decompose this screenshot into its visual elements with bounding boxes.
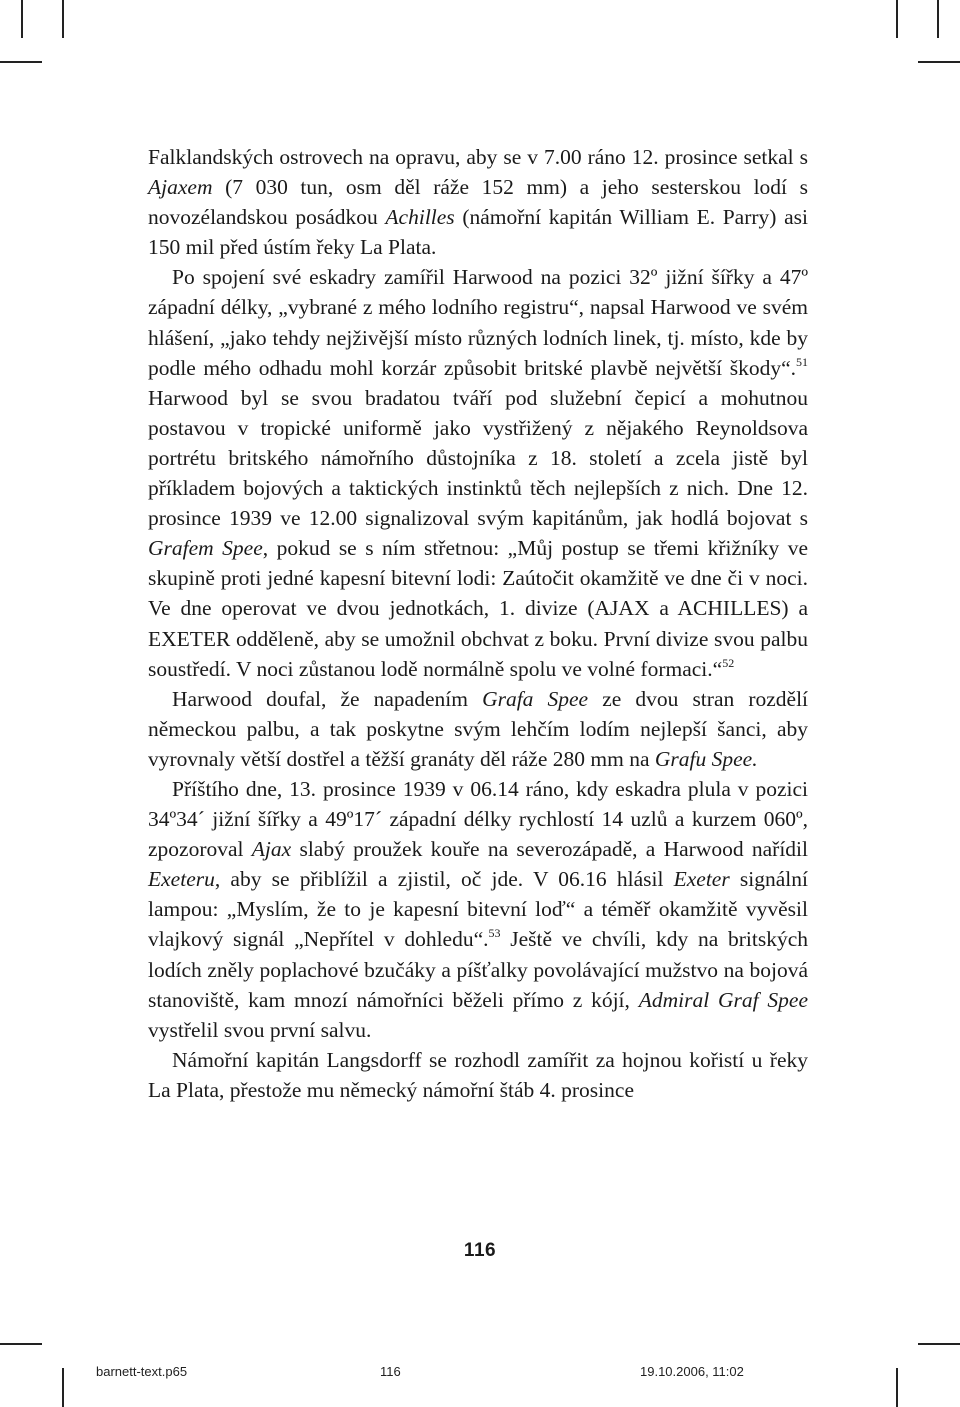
page-number: 116: [463, 1240, 497, 1261]
paragraph: Příštího dne, 13. prosince 1939 v 06.14 ráno, kdy eskadra plula v pozici 34º34´ jižní šířky a 49º17´ západní délky rychlostí 14 uzlů a kurzem 060º, zpozoroval Ajax slabý proužek kouře na severozápadě, a Harwood nařídil Exeteru, aby se přiblížil a zjistil, oč jde. V 06.16 hlásil Exeter signální lampou: „Myslím, že to je kapesní bitevní loď“ a téměř okamžitě vyvěsil vlajkový signál „Nepřítel v dohledu“.$^{53}$ Ještě ve chvíli, kdy na britských lodích zněly poplachové bzučáky a píšťalky povolávající mužstvo na bojová stanoviště, kam mnozí námořníci běželi přímo z kójí, Admiral Graf Spee vystřelil svou první salvu.: [148, 776, 809, 1042]
slug-page: 116: [380, 1364, 401, 1379]
body-text: [148, 142, 808, 1105]
crop-mark-bottom-left-h: [0, 1343, 42, 1345]
crop-mark-bottom-right-v: [896, 1368, 898, 1407]
slug-datetime: 19.10.2006, 11:02: [640, 1364, 744, 1379]
paragraph: Falklandských ostrovech na opravu, aby se v 7.00 ráno 12. prosince setkal s Ajaxem (7 030 tun, osm děl ráže 152 mm) a jeho sesterskou lodí s novozélandskou posádkou Achilles (námořní kapitán William E. Parry) asi 150 mil před ústím řeky La Plata.: [148, 145, 808, 260]
crop-mark-top-left-h: [0, 61, 42, 63]
crop-mark-top-right-h: [918, 61, 960, 63]
crop-mark-top-left-v: [21, 0, 23, 38]
crop-mark-bottom-left-v: [62, 1368, 64, 1407]
slug-filename: barnett-text.p65: [96, 1364, 188, 1379]
paragraph: Námořní kapitán Langsdorff se rozhodl zamířit za hojnou kořistí u řeky La Plata, přestože mu německý námořní štáb 4. prosince: [148, 1047, 808, 1102]
paragraph: Harwood doufal, že napadením Grafa Spee ze dvou stran rozdělí německou palbu, a tak poskytne svým lehčím lodím nejlepší šanci, aby vyrovnaly větší dostřel a těžší granáty děl ráže 280 mm na Grafu Spee.: [148, 686, 809, 771]
crop-mark-top-right-v2: [937, 0, 939, 38]
paragraph: Po spojení své eskadry zamířil Harwood na pozici 32º jižní šířky a 47º západní délky, „vybrané z mého lodního registru“, napsal Harwood ve svém hlášení, „jako tehdy nejživější místo různých lodních linek, tj. místo, kde by podle mého odhadu mohl korzár způsobit britské plavbě největší škody“.$^{51}$ Harwood byl se svou bradatou tváří pod služební čepicí a mohutnou postavou v tropické uniformě jako vystřižený z nějakého Reynoldsova portrétu britského námořního důstojníka z 18. století a zcela jistě byl příkladem bojových a taktických instinktů těch nejlepších z nich. Dne 12. prosince 1939 ve 12.00 signalizoval svým kapitánům, jak hodlá bojovat s Grafem Spee, pokud se s ním střetnou: „Můj postup se třemi křižníky ve skupině proti jedné kapesní bitevní lodi: Zaútočit okamžitě ve dne či v noci. Ve dne operovat ve dvou jednotkách, 1. divize (AJAX a ACHILLES) a EXETER odděleně, aby se umožnil obchvat z boku. První divize svou palbu soustředí. V noci zůstanou lodě normálně spolu ve volné formaci.“$^{52}$: [148, 265, 808, 681]
crop-mark-top-right-v: [896, 0, 898, 38]
crop-mark-top-left-v2: [62, 0, 64, 38]
crop-mark-bottom-right-h: [918, 1343, 960, 1345]
